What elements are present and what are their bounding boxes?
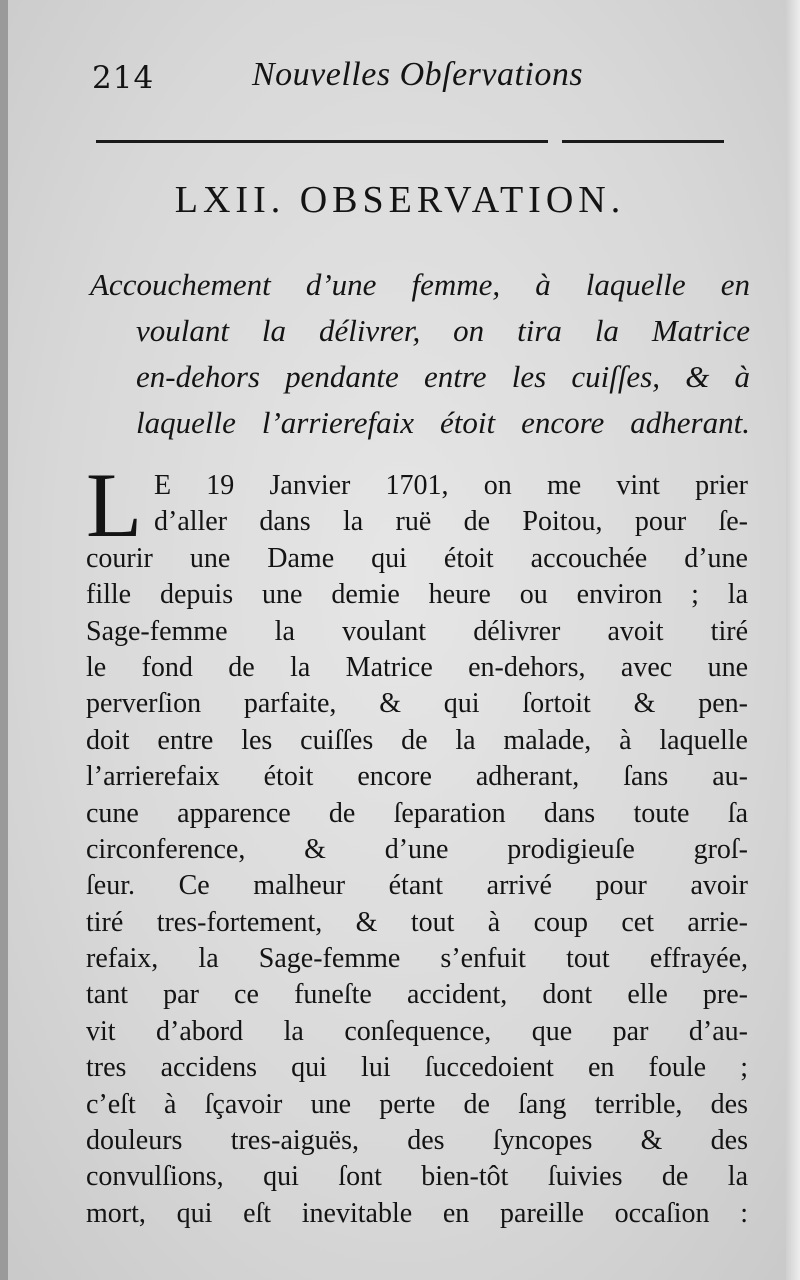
drop-cap: L xyxy=(86,454,143,556)
body-line: ſeur. Ce malheur étant arrivé pour avoir xyxy=(86,870,748,902)
body-line: tant par ce funeſte accident, dont elle pre- xyxy=(86,979,748,1011)
body-line: douleurs tres-aiguës, des ſyncopes & des xyxy=(86,1125,748,1157)
body-line: mort, qui eſt inevitable en pareille occaſion : xyxy=(86,1197,748,1229)
body-line: fille depuis une demie heure ou environ ; la xyxy=(86,579,748,611)
body-line: convulſions, qui ſont bien-tôt ſuivies de la xyxy=(86,1161,748,1193)
body-line: refaix, la Sage-femme s’enfuit tout effrayée, xyxy=(86,943,748,975)
summary-line: Accouchement d’une femme, à laquelle en xyxy=(90,267,750,302)
body-text xyxy=(86,454,748,1232)
header-rule-right xyxy=(562,140,724,143)
body-line: l’arrierefaix étoit encore adherant, ſans au- xyxy=(86,761,748,793)
body-line: le fond de la Matrice en-dehors, avec une xyxy=(86,651,748,683)
body-line: courir une Dame qui étoit accouchée d’une xyxy=(86,542,748,574)
observation-summary xyxy=(90,262,750,446)
running-title: Nouvelles Obſervations xyxy=(252,56,584,93)
summary-line: en-dehors pendante entre les cuiſſes, & à xyxy=(136,359,750,394)
summary-line: voulant la délivrer, on tira la Matrice xyxy=(136,313,750,348)
body-line: c’eſt à ſçavoir une perte de ſang terrible, des xyxy=(86,1088,748,1120)
body-line: Sage-femme la voulant délivrer avoit tiré xyxy=(86,615,748,647)
header-rule-left xyxy=(96,140,548,143)
summary-line: laquelle l’arrierefaix étoit encore adherant. xyxy=(136,405,750,440)
body-line: tres accidens qui lui ſuccedoient en foule ; xyxy=(86,1052,748,1084)
observation-title: LXII. OBSERVATION. xyxy=(174,179,626,221)
body-line: doit entre les cuiſſes de la malade, à laquelle xyxy=(86,724,748,756)
body-line: E 19 Janvier 1701, on me vint prier xyxy=(154,470,748,501)
body-line: tiré tres-fortement, & tout à coup cet arrie- xyxy=(86,906,748,938)
body-line: perverſion parfaite, & qui ſortoit & pen- xyxy=(86,688,748,720)
page-number: 214 xyxy=(92,60,155,96)
body-line: d’aller dans la ruë de Poitou, pour ſe- xyxy=(154,506,748,538)
body-line: circonference, & d’une prodigieuſe groſ- xyxy=(86,833,748,865)
body-line: cune apparence de ſeparation dans toute ſa xyxy=(86,797,748,829)
body-line: vit d’abord la conſequence, que par d’au- xyxy=(86,1015,748,1047)
page-header xyxy=(92,52,732,102)
